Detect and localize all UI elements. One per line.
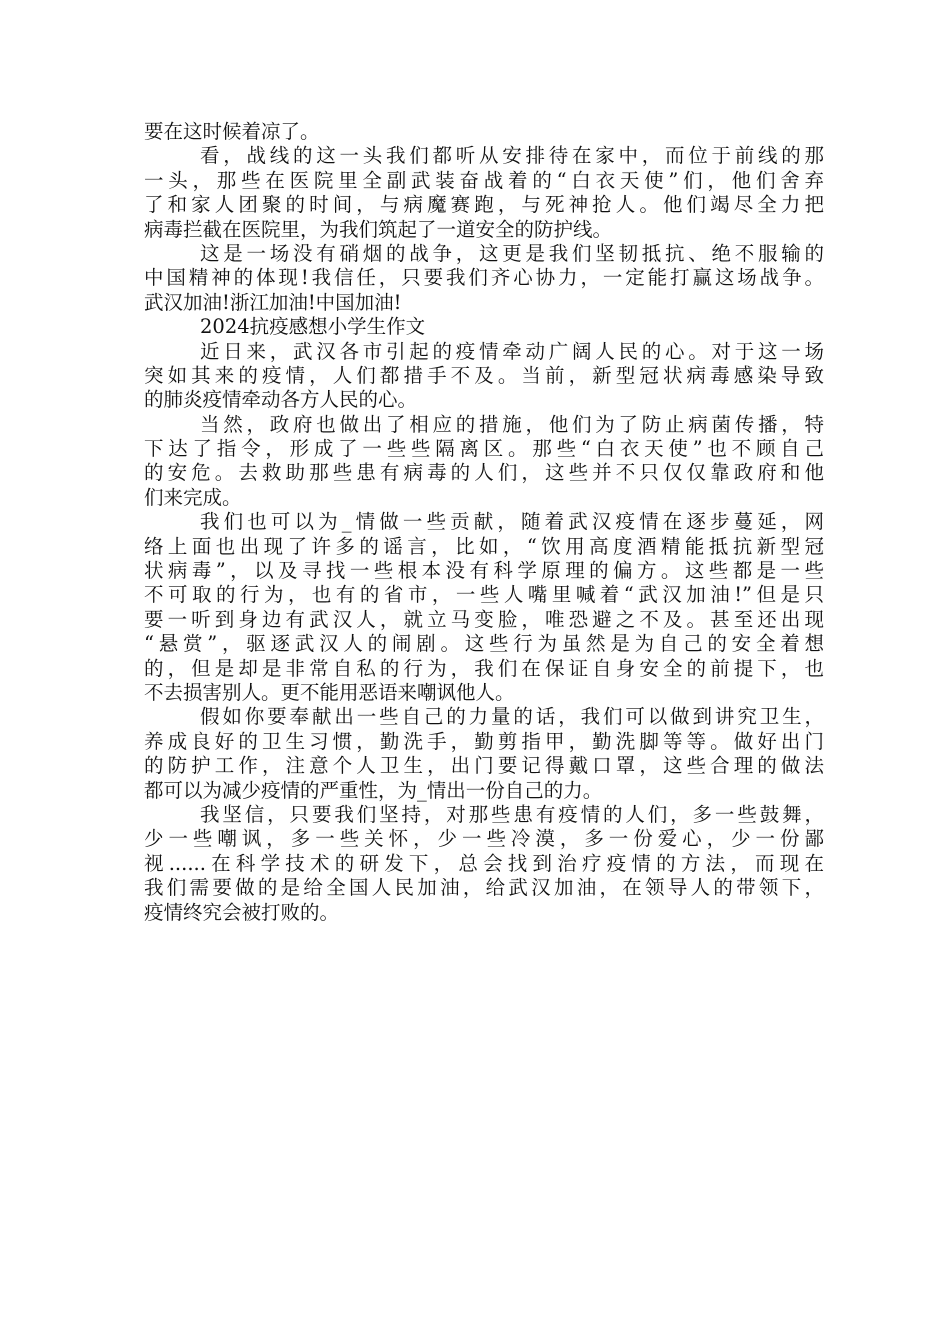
text-line: 近日来，武汉各市引起的疫情牵动广阔人民的心。对于这一场 bbox=[200, 339, 824, 363]
text-line: 养成良好的卫生习惯，勤洗手，勤剪指甲，勤洗脚等等。做好出门 bbox=[144, 729, 824, 753]
essay-title: 2024抗疫感想小学生作文 bbox=[200, 315, 426, 339]
text-line: 这是一场没有硝烟的战争，这更是我们坚韧抵抗、绝不服输的 bbox=[200, 241, 824, 265]
text-line: 疫情终究会被打败的。 bbox=[144, 900, 340, 924]
text-line: 的防护工作，注意个人卫生，出门要记得戴口罩，这些合理的做法 bbox=[144, 754, 824, 778]
text-line: 一头，那些在医院里全副武装奋战着的“白衣天使”们，他们舍弃 bbox=[144, 168, 824, 192]
text-line: 我们也可以为_情做一些贡献，随着武汉疫情在逐步蔓延，网 bbox=[200, 510, 824, 534]
text-line: 下达了指令，形成了一些些隔离区。那些“白衣天使”也不顾自己 bbox=[144, 437, 824, 461]
text-line: 要在这时候着凉了。 bbox=[144, 120, 320, 143]
text-line: 的，但是却是非常自私的行为，我们在保证自身安全的前提下，也 bbox=[144, 656, 824, 680]
text-line: 病毒拦截在医院里，为我们筑起了一道安全的防护线。 bbox=[144, 217, 613, 241]
text-line: 们来完成。 bbox=[144, 485, 242, 509]
text-line: 不去损害别人。更不能用恶语来嘲讽他人。 bbox=[144, 680, 515, 704]
text-line: 突如其来的疫情，人们都措手不及。当前，新型冠状病毒感染导致 bbox=[144, 363, 824, 387]
text-line: 都可以为减少疫情的严重性，为_情出一份自己的力。 bbox=[144, 778, 603, 802]
text-line: “悬赏”，驱逐武汉人的闹剧。这些行为虽然是为自己的安全着想 bbox=[144, 632, 824, 656]
text-line: 看，战线的这一头我们都听从安排待在家中，而位于前线的那 bbox=[200, 144, 824, 168]
text-line: 中国精神的体现!我信任，只要我们齐心协力，一定能打赢这场战争。 bbox=[144, 266, 824, 290]
text-line: 的肺炎疫情牵动各方人民的心。 bbox=[144, 388, 418, 412]
text-line: 要一听到身边有武汉人，就立马变脸，唯恐避之不及。甚至还出现 bbox=[144, 607, 824, 631]
text-line: 视......在科学技术的研发下，总会找到治疗疫情的方法，而现在 bbox=[144, 851, 824, 875]
text-line: 少一些嘲讽，多一些关怀，少一些冷漠，多一份爱心，少一份鄙 bbox=[144, 827, 824, 851]
text-line: 我坚信，只要我们坚持，对那些患有疫情的人们，多一些鼓舞， bbox=[200, 802, 824, 826]
text-line: 络上面也出现了许多的谣言，比如，“饮用高度酒精能抵抗新型冠 bbox=[144, 534, 824, 558]
text-line: 了和家人团聚的时间，与病魔赛跑，与死神抢人。他们竭尽全力把 bbox=[144, 193, 824, 217]
text-line: 当然，政府也做出了相应的措施，他们为了防止病菌传播，特 bbox=[200, 412, 824, 436]
text-line: 我们需要做的是给全国人民加油，给武汉加油，在领导人的带领下， bbox=[144, 876, 824, 900]
text-line: 不可取的行为，也有的省市，一些人嘴里喊着“武汉加油!”但是只 bbox=[144, 583, 824, 607]
text-line: 武汉加油!浙江加油!中国加油! bbox=[144, 290, 402, 314]
essay-body bbox=[144, 120, 824, 925]
text-line: 的安危。去救助那些患有病毒的人们，这些并不只仅仅靠政府和他 bbox=[144, 461, 824, 485]
text-line: 状病毒”，以及寻找一些根本没有科学原理的偏方。这些都是一些 bbox=[144, 559, 824, 583]
text-line: 假如你要奉献出一些自己的力量的话，我们可以做到讲究卫生， bbox=[200, 705, 824, 729]
